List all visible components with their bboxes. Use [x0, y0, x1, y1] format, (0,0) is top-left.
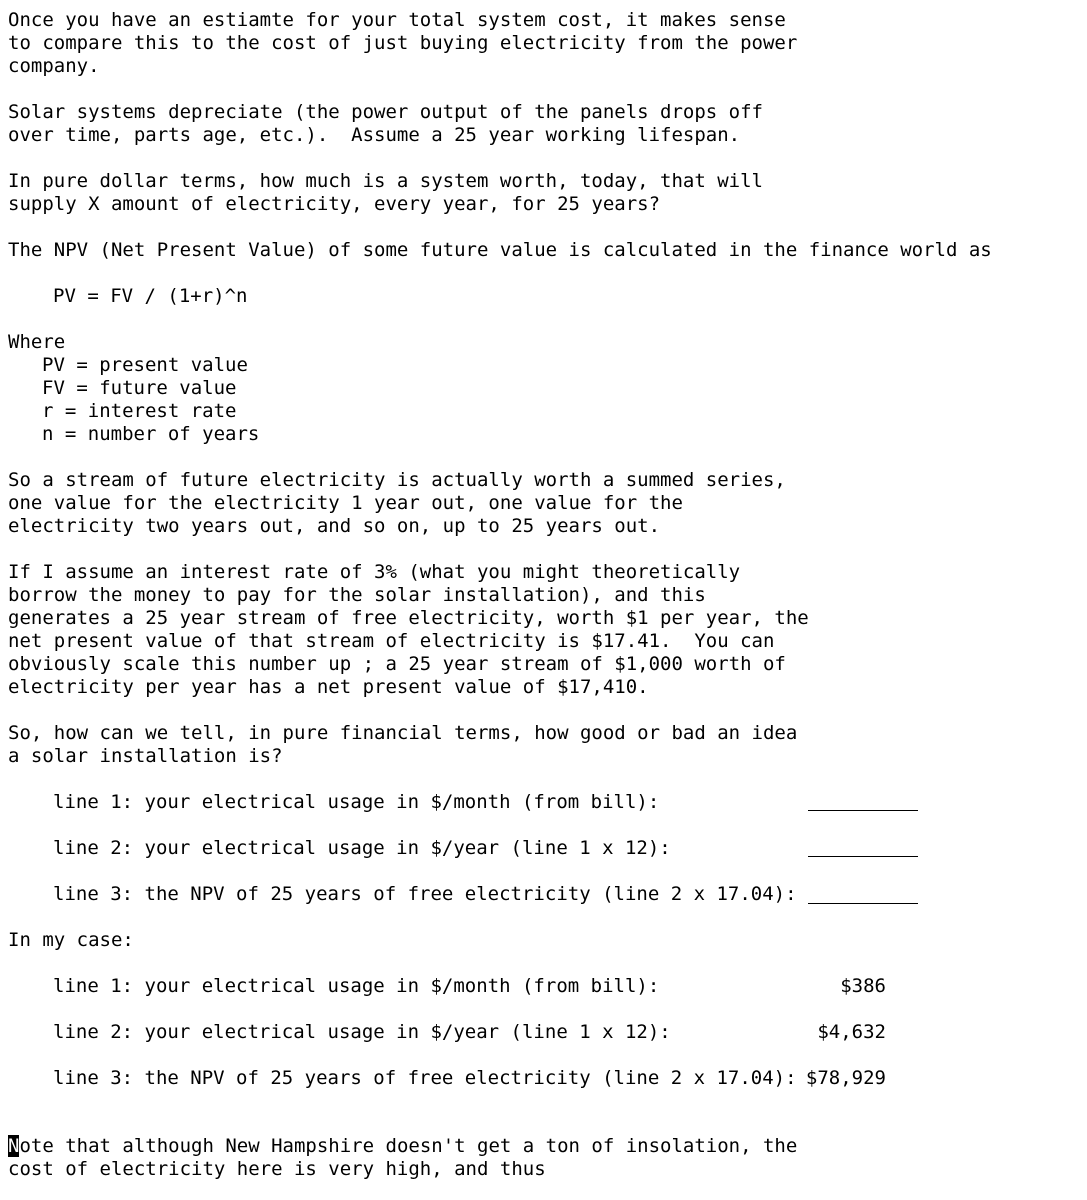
intro-p1-line-3: company. [8, 55, 100, 77]
intro-p2-line-2: over time, parts age, etc.). Assume a 25 year working lifespan. [8, 124, 741, 146]
worksheet-line-2-blank [808, 856, 918, 857]
assume-line-6: electricity per year has a net present value of $17,410. [8, 676, 649, 698]
assume-line-1: If I assume an interest rate of 3% (what you might theoretically [8, 561, 741, 583]
where-item-pv: PV = present value [42, 354, 248, 376]
where-item-r: r = interest rate [42, 400, 237, 422]
where-item-n: n = number of years [42, 423, 260, 445]
stream-line-3: electricity two years out, and so on, up to 25 years out. [8, 515, 661, 537]
worksheet-line-3: line 3: the NPV of 25 years of free electricity (line 2 x 17.04): [53, 883, 797, 905]
where-item-fv: FV = future value [42, 377, 237, 399]
worksheet-line-1: line 1: your electrical usage in $/month (from bill): [53, 791, 660, 813]
assume-line-5: obviously scale this number up ; a 25 year stream of $1,000 worth of [8, 653, 786, 675]
my-case-line-3: line 3: the NPV of 25 years of free electricity (line 2 x 17.04): [53, 1067, 797, 1089]
worksheet-line-3-blank [808, 903, 918, 904]
my-case-line-2-value: $4,632 [817, 1021, 886, 1043]
intro-p3-line-1: In pure dollar terms, how much is a system worth, today, that will [8, 170, 763, 192]
stream-line-2: one value for the electricity 1 year out, one value for the [8, 492, 683, 514]
text-cursor: N [8, 1135, 20, 1157]
my-case-label: In my case: [8, 929, 134, 951]
npv-formula: PV = FV / (1+r)^n [53, 285, 248, 307]
note-line-1-text: ote that although New Hampshire doesn't get a ton of insolation, the [19, 1135, 798, 1157]
my-case-line-3-value: $78,929 [805, 1067, 886, 1089]
note-line-1[interactable] [8, 1135, 797, 1158]
worksheet-line-2: line 2: your electrical usage in $/year (line 1 x 12): [53, 837, 671, 859]
question-line-1: So, how can we tell, in pure financial terms, how good or bad an idea [8, 722, 798, 744]
assume-line-2: borrow the money to pay for the solar installation), and this [8, 584, 706, 606]
intro-p1-line-1: Once you have an estiamte for your total system cost, it makes sense [8, 9, 786, 31]
intro-p2-line-1: Solar systems depreciate (the power output of the panels drops off [8, 101, 763, 123]
where-label: Where [8, 331, 66, 353]
my-case-line-2: line 2: your electrical usage in $/year (line 1 x 12): [53, 1021, 671, 1043]
intro-p1-line-2: to compare this to the cost of just buying electricity from the power [8, 32, 798, 54]
my-case-line-1-value: $386 [840, 975, 886, 997]
intro-p4: The NPV (Net Present Value) of some future value is calculated in the finance world as [8, 239, 992, 261]
assume-line-4: net present value of that stream of electricity is $17.41. You can [8, 630, 775, 652]
question-line-2: a solar installation is? [8, 745, 283, 767]
intro-p3-line-2: supply X amount of electricity, every year, for 25 years? [8, 193, 661, 215]
stream-line-1: So a stream of future electricity is actually worth a summed series, [8, 469, 786, 491]
worksheet-line-1-blank [808, 810, 918, 811]
note-line-2: cost of electricity here is very high, and thus [8, 1158, 546, 1180]
my-case-line-1: line 1: your electrical usage in $/month (from bill): [53, 975, 660, 997]
assume-line-3: generates a 25 year stream of free electricity, worth $1 per year, the [8, 607, 809, 629]
